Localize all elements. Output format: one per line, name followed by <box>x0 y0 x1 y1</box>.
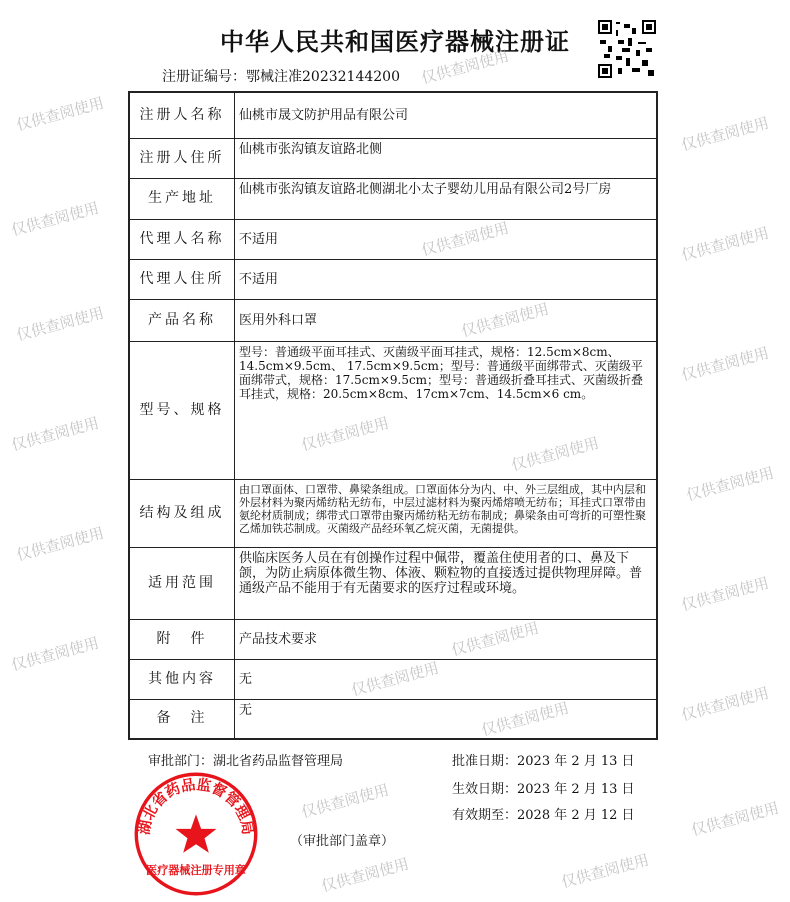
official-seal <box>132 770 260 898</box>
row-label: 附 件 <box>129 619 235 659</box>
row-value: 不适用 <box>235 219 658 259</box>
row-label: 注册人住所 <box>129 138 235 178</box>
table-row <box>129 341 657 479</box>
watermark-text: 仅供查阅使用 <box>689 798 781 840</box>
expiry-date: 有效期至：2028 年 2 月 12 日 <box>452 808 635 823</box>
row-value: 无 <box>235 699 658 739</box>
watermark-text: 仅供查阅使用 <box>419 218 511 260</box>
watermark-text: 仅供查阅使用 <box>419 46 511 88</box>
row-label: 型号、规格 <box>129 341 235 479</box>
table-row <box>129 92 657 138</box>
table-row <box>129 259 657 299</box>
row-value: 仙桃市张沟镇友谊路北侧湖北小太子婴幼儿用品有限公司2号厂房 <box>235 178 658 219</box>
row-label: 生产地址 <box>129 178 235 219</box>
watermark-text: 仅供查阅使用 <box>299 780 391 822</box>
watermark-text: 仅供查阅使用 <box>349 658 441 700</box>
watermark-text: 仅供查阅使用 <box>684 463 776 505</box>
table-row <box>129 138 657 178</box>
watermark-text: 仅供查阅使用 <box>14 523 106 565</box>
approval-authority: 审批部门：湖北省药品监督管理局 <box>148 754 344 769</box>
watermark-text: 仅供查阅使用 <box>509 433 601 475</box>
table-row <box>129 619 657 659</box>
table-row <box>129 699 657 739</box>
row-label: 结构及组成 <box>129 479 235 547</box>
watermark-text: 仅供查阅使用 <box>14 303 106 345</box>
row-value: 产品技术要求 <box>235 619 658 659</box>
watermark-text: 仅供查阅使用 <box>319 854 411 896</box>
row-value: 型号：普通级平面耳挂式、灭菌级平面耳挂式，规格：12.5cm×8cm、 14.5cm×9.5cm、 17.5cm×9.5cm；型号：普通级平面绑带式、灭菌级平面绑带式，规格：17.5cm×9.5cm；型号：普通级折叠耳挂式、灭菌级折叠耳挂式，规格：20.5cm×8cm、17cm×7cm、14.5cm×6 cm。 <box>235 341 658 479</box>
watermark-text: 仅供查阅使用 <box>299 413 391 455</box>
row-value: 不适用 <box>235 259 658 299</box>
row-label: 产品名称 <box>129 299 235 341</box>
row-value: 供临床医务人员在有创操作过程中佩带，覆盖住使用者的口、鼻及下颌，为防止病原体微生物、体液、颗粒物的直接透过提供物理屏障。普通级产品不能用于有无菌要求的医疗过程或环境。 <box>235 547 658 619</box>
watermark-text: 仅供查阅使用 <box>679 343 771 385</box>
table-row <box>129 547 657 619</box>
row-value: 由口罩面体、口罩带、鼻梁条组成。口罩面体分为内、中、外三层组成，其中内层和外层材料为聚丙烯纺粘无纺布，中层过滤材料为聚丙烯熔喷无纺布；耳挂式口罩带由氨纶材质制成；绑带式口罩带由聚丙烯纺粘无纺布制成；鼻梁条由可弯折的可塑性聚乙烯加铁芯制成。灭菌级产品经环氧乙烷灭菌，无菌提供。 <box>235 479 658 547</box>
watermark-text: 仅供查阅使用 <box>479 698 571 740</box>
row-label: 备 注 <box>129 699 235 739</box>
star-icon <box>176 814 217 852</box>
row-label: 代理人名称 <box>129 219 235 259</box>
watermark-text: 仅供查阅使用 <box>679 223 771 265</box>
approval-date: 批准日期：2023 年 2 月 13 日 <box>452 754 635 769</box>
watermark-text: 仅供查阅使用 <box>9 633 101 675</box>
seal-top-text: 湖北省药品监督管理局 <box>136 777 256 837</box>
watermark-text: 仅供查阅使用 <box>9 198 101 240</box>
seal-bottom-text: 医疗器械注册专用章 <box>146 864 246 878</box>
registration-number-value: 鄂械注准20232144200 <box>246 69 400 85</box>
registration-number-label: 注册证编号： <box>162 69 246 85</box>
row-label: 注册人名称 <box>129 92 235 138</box>
seal-note: （审批部门盖章） <box>290 834 395 849</box>
row-value: 无 <box>235 659 658 699</box>
certificate-table <box>128 91 658 740</box>
watermark-text: 仅供查阅使用 <box>459 299 551 341</box>
table-row <box>129 299 657 341</box>
watermark-text: 仅供查阅使用 <box>9 413 101 455</box>
certificate-title: 中华人民共和国医疗器械注册证 <box>220 28 570 56</box>
table-row <box>129 479 657 547</box>
effective-date: 生效日期：2023 年 2 月 13 日 <box>452 782 635 797</box>
row-label: 代理人住所 <box>129 259 235 299</box>
row-value: 仙桃市晟文防护用品有限公司 <box>235 92 658 138</box>
watermark-text: 仅供查阅使用 <box>679 683 771 725</box>
watermark-text: 仅供查阅使用 <box>449 618 541 660</box>
watermark-text: 仅供查阅使用 <box>14 93 106 135</box>
qr-code <box>598 20 656 78</box>
watermark-text: 仅供查阅使用 <box>679 573 771 615</box>
table-row <box>129 178 657 219</box>
table-row <box>129 219 657 259</box>
row-label: 适用范围 <box>129 547 235 619</box>
row-value: 仙桃市张沟镇友谊路北侧 <box>235 138 658 178</box>
row-label: 其他内容 <box>129 659 235 699</box>
watermark-text: 仅供查阅使用 <box>679 113 771 155</box>
watermark-text: 仅供查阅使用 <box>559 850 651 892</box>
registration-number <box>162 66 400 86</box>
row-value: 医用外科口罩 <box>235 299 658 341</box>
